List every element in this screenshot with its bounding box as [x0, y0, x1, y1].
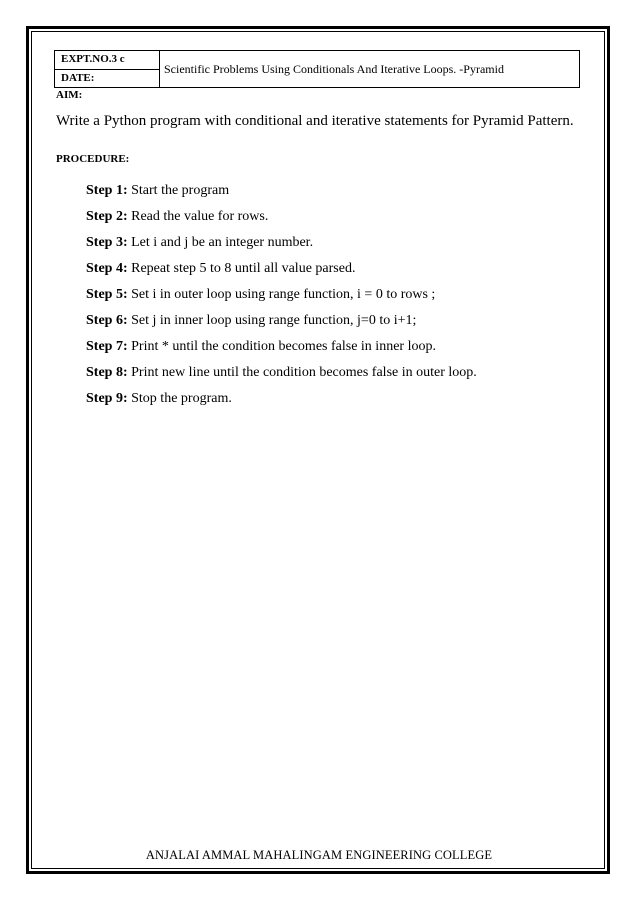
aim-label: AIM: — [56, 89, 83, 101]
step-item — [86, 389, 477, 415]
step-item — [86, 363, 477, 389]
step-number: Step 7: — [86, 339, 128, 354]
header-row-expt — [55, 51, 580, 70]
step-text: Set i in outer loop using range function, i = 0 to rows ; — [127, 287, 436, 302]
step-text: Read the value for rows. — [127, 209, 269, 224]
step-number: Step 6: — [86, 313, 128, 328]
step-text: Set j in inner loop using range function, j=0 to i+1; — [127, 313, 417, 328]
step-item — [86, 207, 477, 233]
step-number: Step 1: — [86, 183, 128, 198]
step-item — [86, 311, 477, 337]
step-number: Step 5: — [86, 287, 128, 302]
experiment-header-table — [54, 50, 580, 88]
step-number: Step 4: — [86, 261, 128, 276]
procedure-label: PROCEDURE: — [56, 153, 130, 165]
step-item — [86, 285, 477, 311]
step-text: Repeat step 5 to 8 until all value parsed. — [127, 261, 356, 276]
step-item — [86, 337, 477, 363]
step-text: Stop the program. — [127, 391, 232, 406]
step-number: Step 8: — [86, 365, 128, 380]
step-text: Let i and j be an integer number. — [127, 235, 314, 250]
step-number: Step 3: — [86, 235, 128, 250]
step-text: Print * until the condition becomes false in inner loop. — [127, 339, 436, 354]
step-number: Step 2: — [86, 209, 128, 224]
step-number: Step 9: — [86, 391, 128, 406]
expt-number: EXPT.NO.3 c — [55, 51, 160, 70]
step-text: Print new line until the condition becomes false in outer loop. — [127, 365, 477, 380]
aim-text: Write a Python program with conditional and iterative statements for Pyramid Pattern. — [56, 113, 574, 129]
procedure-steps-list — [86, 181, 477, 415]
date-label: DATE: — [55, 69, 160, 88]
step-text: Start the program — [127, 183, 230, 198]
experiment-title: Scientific Problems Using Conditionals And Iterative Loops. -Pyramid — [160, 51, 580, 88]
step-item — [86, 259, 477, 285]
step-item — [86, 181, 477, 207]
college-footer: ANJALAI AMMAL MAHALINGAM ENGINEERING COLLEGE — [145, 848, 493, 862]
step-item — [86, 233, 477, 259]
